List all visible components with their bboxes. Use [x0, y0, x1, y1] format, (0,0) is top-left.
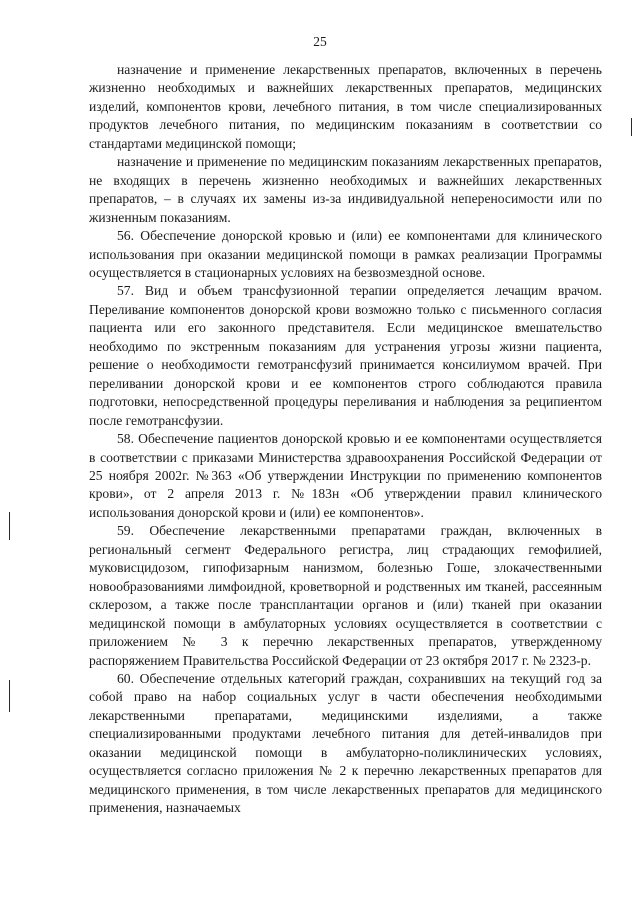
scan-edge-mark-right: [631, 118, 632, 136]
scan-edge-mark-left-lower: [9, 680, 10, 712]
paragraph-58: 58. Обеспечение пациентов донорской кровью и ее компонентами осуществляется в соответствии с приказами Министерства здравоохранения Российской Федерации от 25 ноября 2002г. №363 «Об утверждении Инструкции по применению компонентов крови», от 2 апреля 2013 г. №183н «Об утверждении правил клинического использования донорской крови и (или) ее компонентов».: [89, 431, 602, 520]
document-body: [89, 61, 602, 818]
paragraph-56: 56. Обеспечение донорской кровью и (или) ее компонентами для клинического использования при оказании медицинской помощи в рамках реализации Программы осуществляется в стационарных условиях на безвозмездной основе.: [89, 228, 602, 280]
paragraph-60: 60. Обеспечение отдельных категорий граждан, сохранивших на текущий год за собой право на набор социальных услуг в части обеспечения необходимыми лекарственными препаратами, медицинскими изделиями, а также специализированными продуктами лечебного питания для детей-инвалидов при оказании медицинской помощи в амбулаторно-поликлинических условиях, осуществляется согласно приложения № 2 к перечню лекарственных препаратов для медицинского применения, в том числе лекарственных препаратов для медицинского применения, назначаемых: [89, 670, 602, 816]
paragraph-59: 59. Обеспечение лекарственными препаратами граждан, включенных в региональный сегмент Федерального регистра, лиц страдающих гемофилией, муковисцидозом, гипофизарным нанизмом, болезнью Гоше, злокачественными новообразованиями лимфоидной, кроветворной и родственных им тканей, рассеянным склерозом, а также после трансплантации органов и (или) тканей при оказании медицинской помощи в амбулаторных условиях осуществляется в соответствии с приложением № 3 к перечню лекарственных препаратов, утвержденному распоряжением Правительства Российской Федерации от 23 октября 2017 г. № 2323-р.: [89, 523, 602, 668]
paragraph-prescription-list: назначение и применение лекарственных препаратов, включенных в перечень жизненно необходимых и важнейших лекарственных препаратов, медицинских изделий, компонентов крови, лечебного питания, в том числе специализированных продуктов лечебного питания, по медицинским показаниям в соответствии со стандартами медицинской помощи;: [89, 62, 602, 151]
scan-edge-mark-left: [9, 512, 10, 540]
paragraph-57: 57. Вид и объем трансфузионной терапии определяется лечащим врачом. Переливание компонентов донорской крови возможно только с письменного согласия пациента или его законного представителя. Если медицинское вмешательство необходимо по экстренным показаниям для устранения угрозы жизни пациента, решение о необходимости гемотрансфузий принимается консилиумом врачей. При переливании донорской крови и ее компонентов строго соблюдаются правила подготовки, непосредственной процедуры переливания и наблюдения за реципиентом после гемотрансфузии.: [89, 283, 602, 428]
page-number: 25: [313, 34, 327, 49]
paragraph-prescription-off-list: назначение и применение по медицинским показаниям лекарственных препаратов, не входящих в перечень жизненно необходимых и важнейших лекарственных препаратов, – в случаях их замены из-за индивидуальной непереносимости или по жизненным показаниям.: [89, 154, 602, 225]
